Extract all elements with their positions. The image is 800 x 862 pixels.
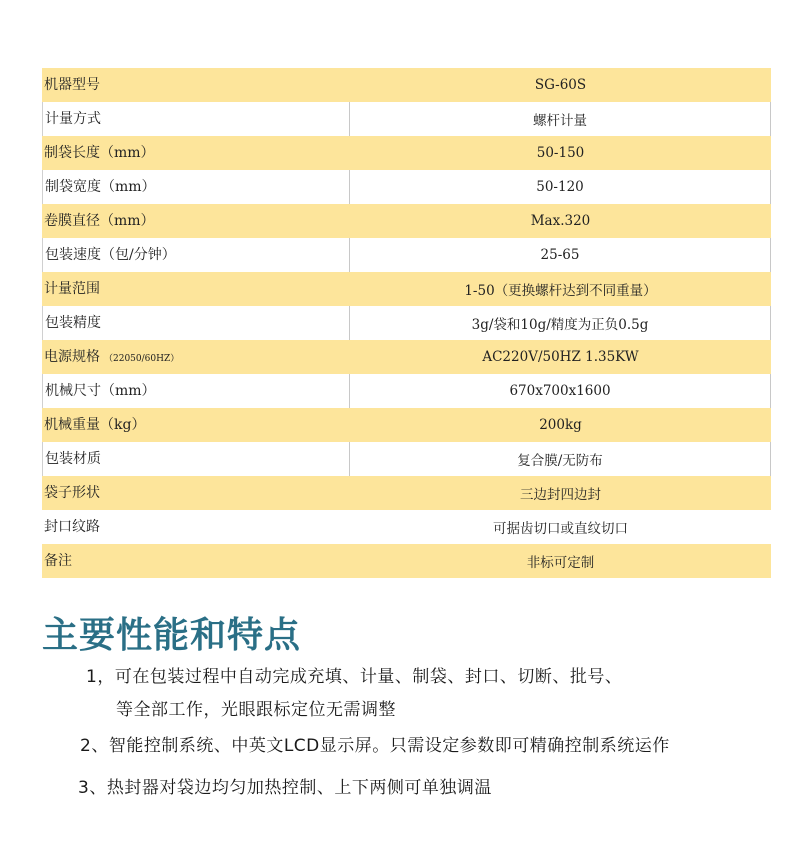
spec-value: 1-50（更换螺杆达到不同重量）: [464, 283, 657, 299]
spec-label: 封口纹路: [44, 519, 100, 535]
feature-item-3: 3、热封器对袋边均匀加热控制、上下两侧可单独调温: [78, 778, 492, 798]
table-row: [42, 374, 771, 408]
feature-item-1-line-1: 1，可在包装过程中自动完成充填、计量、制袋、封口、切断、批号、: [86, 667, 623, 687]
spec-value: 可据齿切口或直纹切口: [493, 521, 628, 537]
spec-value: 非标可定制: [526, 555, 595, 571]
table-row: [42, 170, 771, 204]
spec-label: 卷膜直径（mm）: [44, 213, 155, 229]
table-row: [42, 272, 771, 306]
table-row: [42, 442, 771, 476]
spec-label: 制袋宽度（mm）: [42, 170, 350, 204]
spec-value: 螺杆计量: [533, 113, 587, 129]
table-row: [42, 408, 771, 442]
spec-label-text: 电源规格: [44, 349, 100, 365]
features-title: 主要性能和特点: [42, 614, 302, 656]
spec-label: 包装精度: [42, 306, 350, 340]
spec-label: 备注: [44, 553, 72, 569]
spec-value: 3g/袋和10g/精度为正负0.5g: [471, 317, 649, 333]
spec-value: 50-150: [536, 145, 585, 161]
spec-value: AC220V/50HZ 1.35KW: [482, 349, 639, 365]
table-row: [42, 306, 771, 340]
spec-label: 制袋长度（mm）: [44, 145, 155, 161]
spec-label-note: （22050/60HZ）: [104, 354, 180, 364]
spec-value: 复合膜/无防布: [517, 453, 603, 469]
table-row: [42, 476, 771, 510]
feature-item-1-line-2: 等全部工作，光眼跟标定位无需调整: [116, 700, 396, 720]
feature-item-2: 2、智能控制系统、中英文LCD显示屏。只需设定参数即可精确控制系统运作: [80, 736, 670, 756]
spec-table: [42, 68, 771, 578]
spec-label: 机器型号: [44, 77, 100, 93]
table-row: [42, 238, 771, 272]
table-row: [42, 544, 771, 578]
table-row: [42, 340, 771, 374]
spec-label: 计量范围: [44, 281, 100, 297]
spec-value: 25-65: [540, 247, 580, 263]
spec-value: 200kg: [539, 417, 582, 433]
spec-label: [42, 340, 350, 374]
spec-value: SG-60S: [534, 77, 587, 93]
table-row: [42, 68, 771, 102]
spec-label: 包装材质: [42, 442, 350, 476]
table-row: [42, 102, 771, 136]
spec-value: 670x700x1600: [509, 383, 611, 399]
table-row: [42, 510, 771, 544]
spec-value: 三边封四边封: [520, 487, 601, 503]
spec-value: Max.320: [530, 213, 591, 229]
spec-label: 机械尺寸（mm）: [42, 374, 350, 408]
spec-label: 机械重量（kg）: [44, 417, 146, 433]
spec-label: 包装速度（包/分钟）: [42, 238, 350, 272]
spec-value: 50-120: [536, 179, 584, 195]
table-row: [42, 204, 771, 238]
table-row: [42, 136, 771, 170]
spec-label: 计量方式: [42, 102, 350, 136]
spec-label: 袋子形状: [44, 485, 100, 501]
